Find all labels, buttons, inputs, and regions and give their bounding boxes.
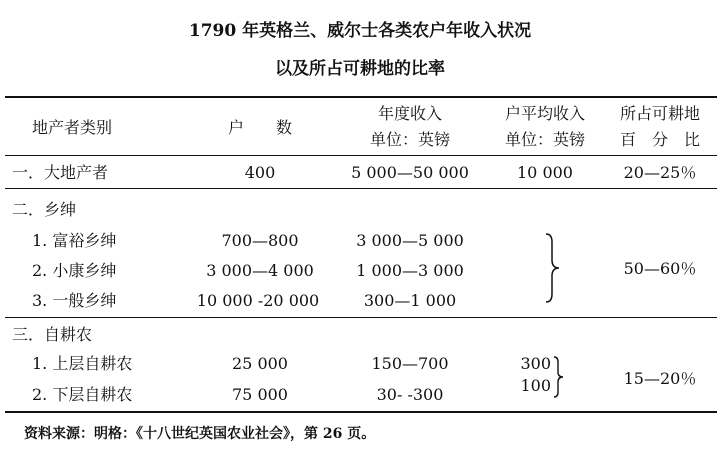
table-title-line2: 以及所占可耕地的比率 — [275, 59, 445, 79]
row-income: 3 000—5 000 — [356, 231, 464, 250]
header-rule — [5, 155, 717, 156]
row-income: 300—1 000 — [363, 291, 457, 310]
row-label: 2. 小康乡绅 — [32, 261, 117, 280]
header-avg-line1: 户平均收入 — [504, 104, 585, 123]
table-bottom-rule — [5, 411, 717, 413]
header-income-line1: 年度收入 — [377, 104, 442, 123]
yeoman-avg-lower: 100 — [520, 376, 551, 395]
yeoman-avg-upper: 300 — [520, 354, 551, 373]
source-note: 资料来源：明格：《十八世纪英国农业社会》，第 26 页。 — [24, 426, 376, 442]
row-label: 3. 一般乡绅 — [32, 291, 117, 310]
header-avg-line2: 单位：英镑 — [504, 130, 585, 149]
gentry-land-share: 50—60％ — [623, 259, 697, 278]
row-households: 400 — [244, 163, 276, 182]
header-land-line1: 所占可耕地 — [619, 104, 700, 123]
row-households: 3 000—4 000 — [206, 261, 314, 280]
row-land-share: 20—25％ — [623, 163, 697, 182]
header-land-line2: 百 分 比 — [619, 130, 700, 149]
row-label: 1. 上层自耕农 — [32, 354, 133, 373]
row-income: 5 000—50 000 — [351, 163, 469, 182]
row-households: 700—800 — [221, 231, 299, 250]
header-category: 地产者类别 — [32, 118, 113, 137]
header-households: 户 数 — [227, 118, 292, 137]
row-households: 25 000 — [232, 354, 288, 373]
row-households: 10 000 -20 000 — [196, 291, 320, 310]
right-brace-icon — [540, 232, 564, 304]
row-avg-income: 10 000 — [517, 163, 573, 182]
section-label-gentry: 二．乡绅 — [12, 200, 77, 219]
row-rule — [5, 317, 717, 318]
table-top-rule — [5, 96, 717, 98]
row-label: 1. 富裕乡绅 — [32, 231, 117, 250]
row-label: 2. 下层自耕农 — [32, 385, 133, 404]
right-brace-icon — [552, 356, 566, 398]
yeoman-land-share: 15—20％ — [623, 369, 697, 388]
row-label: 一．大地产者 — [12, 163, 109, 182]
row-households: 75 000 — [232, 385, 288, 404]
row-rule — [5, 188, 717, 189]
table-title-line1: 1790 年英格兰、威尔士各类农户年收入状况 — [188, 21, 532, 41]
row-income: 30- -300 — [376, 385, 444, 404]
row-income: 1 000—3 000 — [356, 261, 464, 280]
section-label-yeomen: 三．自耕农 — [12, 325, 93, 344]
header-income-line2: 单位：英镑 — [369, 130, 450, 149]
row-income: 150—700 — [371, 354, 449, 373]
